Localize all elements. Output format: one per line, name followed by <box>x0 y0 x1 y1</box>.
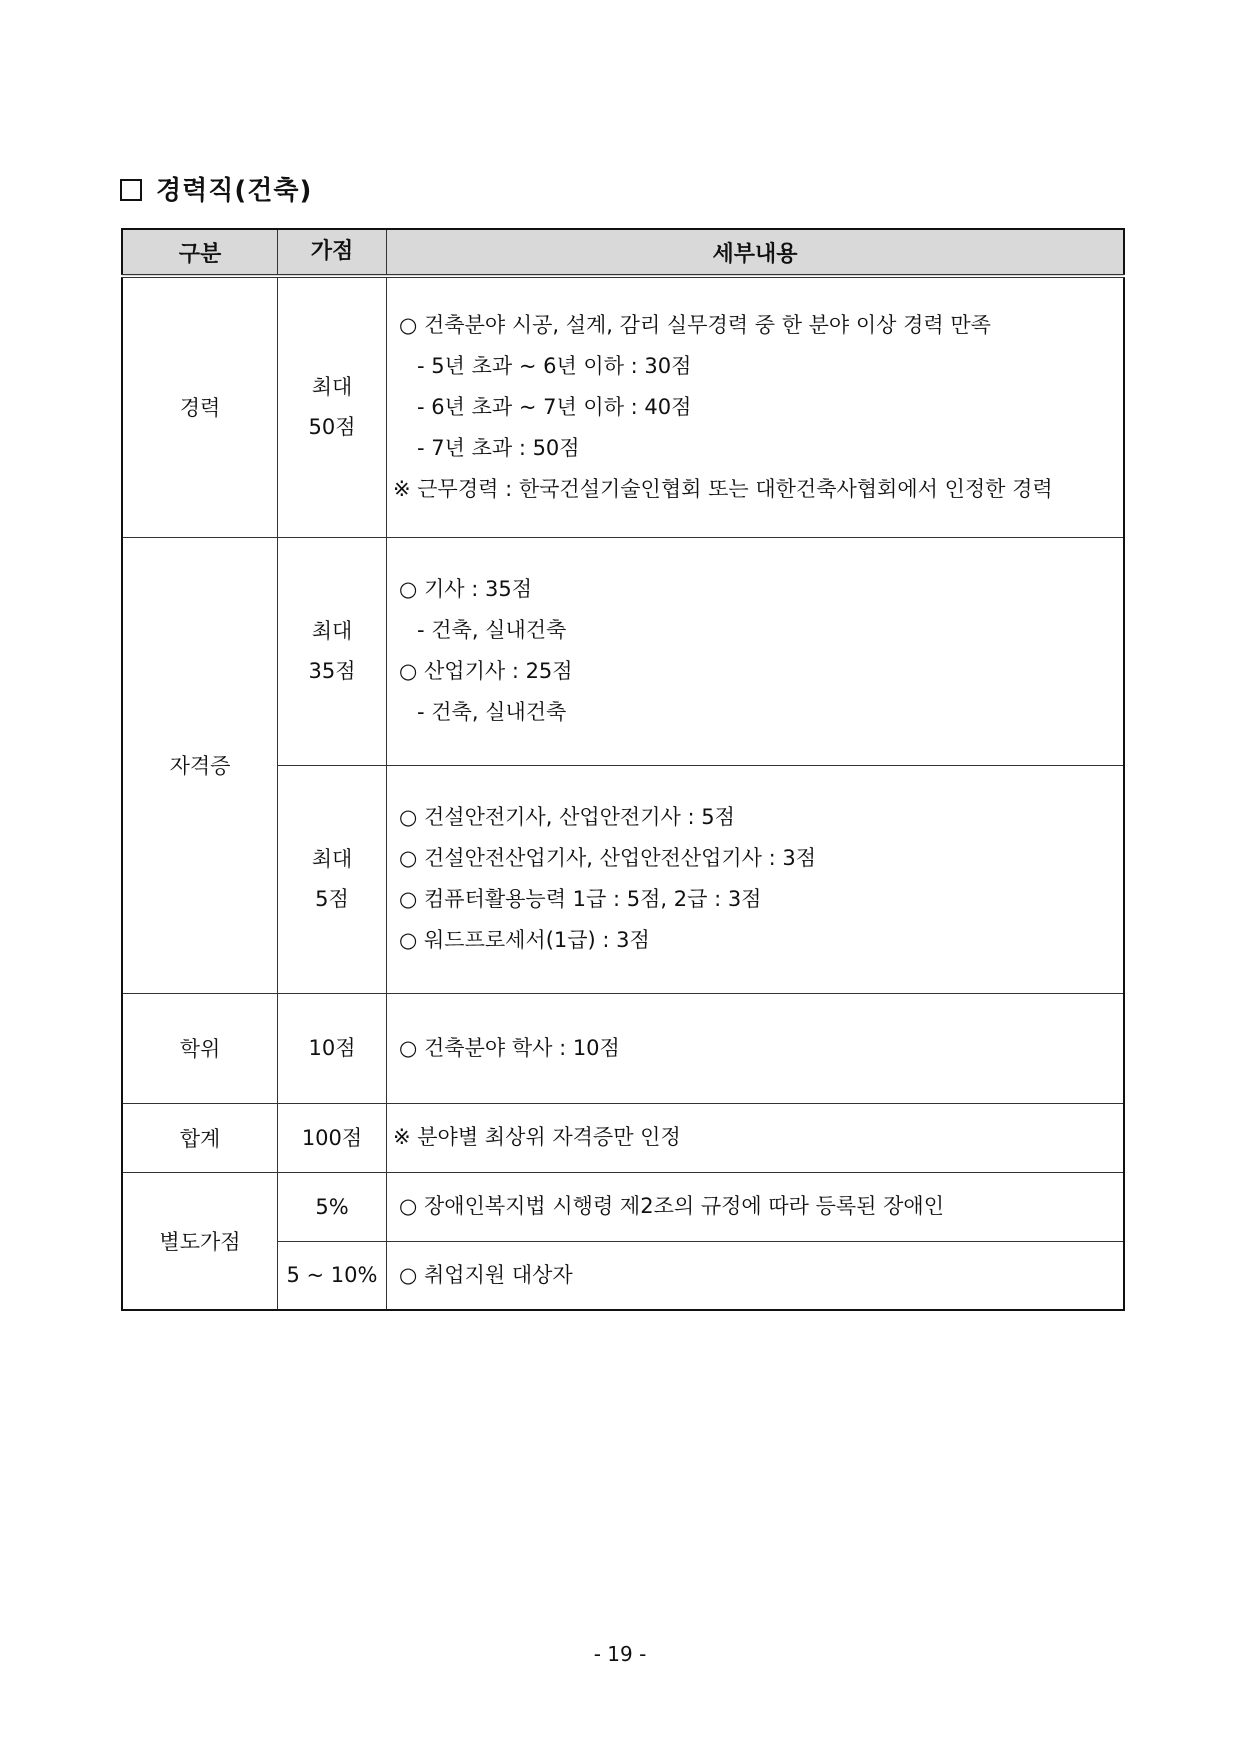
section-title: 경력직(건축) <box>156 176 313 206</box>
table-header-row <box>122 229 1124 276</box>
extra-score-1: 5% <box>278 1172 387 1241</box>
total-note: ※ 분야별 최상위 자격증만 인정 <box>393 1125 681 1149</box>
row-extra-1 <box>122 1172 1124 1241</box>
header-category: 구분 <box>122 229 278 276</box>
degree-details <box>387 993 1125 1103</box>
license-detail-sub: - 건축, 실내건축 <box>417 618 567 642</box>
license-detail-main: ○ 건설안전기사, 산업안전기사 : 5점 <box>399 805 735 829</box>
degree-detail: ○ 건축분야 학사 : 10점 <box>399 1035 620 1060</box>
license-category: 자격증 <box>122 537 278 993</box>
career-detail-note: ※ 근무경력 : 한국건설기술인협회 또는 대한건축사협회에서 인정한 경력 <box>393 476 1053 501</box>
license-score-1 <box>278 537 387 765</box>
license-score-2 <box>278 765 387 993</box>
row-degree <box>122 993 1124 1103</box>
row-license-1 <box>122 537 1124 765</box>
career-detail-sub: - 6년 초과 ~ 7년 이하 : 40점 <box>417 394 692 419</box>
page-number: - 19 - <box>593 1642 647 1666</box>
row-career <box>122 276 1124 537</box>
row-total <box>122 1103 1124 1172</box>
career-score-line-2: 50점 <box>308 415 356 440</box>
license-score-1-line-2: 35점 <box>308 659 356 683</box>
license-score-1-line-1: 최대 <box>311 619 353 643</box>
header-details: 세부내용 <box>387 229 1125 276</box>
total-details <box>387 1103 1125 1172</box>
license-details-1 <box>387 537 1125 765</box>
career-detail-sub: - 5년 초과 ~ 6년 이하 : 30점 <box>417 353 692 378</box>
extra-detail: ○ 취업지원 대상자 <box>399 1262 573 1287</box>
license-details-2 <box>387 765 1125 993</box>
total-category: 합계 <box>122 1103 278 1172</box>
license-detail-main: ○ 기사 : 35점 <box>399 577 533 601</box>
extra-detail: ○ 장애인복지법 시행령 제2조의 규정에 따라 등록된 장애인 <box>399 1194 944 1218</box>
license-detail-main: ○ 산업기사 : 25점 <box>399 659 573 683</box>
extra-category: 별도가점 <box>122 1172 278 1310</box>
scoring-table <box>121 228 1125 1311</box>
degree-category: 학위 <box>122 993 278 1103</box>
total-score: 100점 <box>278 1103 387 1172</box>
license-detail-main: ○ 워드프로세서(1급) : 3점 <box>399 928 650 952</box>
license-score-2-line-2: 5점 <box>315 887 349 911</box>
license-score-2-line-1: 최대 <box>311 847 353 871</box>
checkbox-square-icon <box>120 179 142 201</box>
extra-details-1 <box>387 1172 1125 1241</box>
license-detail-main: ○ 컴퓨터활용능력 1급 : 5점, 2급 : 3점 <box>399 887 762 911</box>
career-detail-sub: - 7년 초과 : 50점 <box>417 435 580 460</box>
career-score-line-1: 최대 <box>311 375 353 400</box>
license-detail-main: ○ 건설안전산업기사, 산업안전산업기사 : 3점 <box>399 846 816 870</box>
header-score: 가점 <box>278 229 387 276</box>
career-score <box>278 276 387 537</box>
page-heading <box>120 170 312 207</box>
career-details <box>387 276 1125 537</box>
degree-score: 10점 <box>278 993 387 1103</box>
license-detail-sub: - 건축, 실내건축 <box>417 700 567 724</box>
extra-score-2: 5 ~ 10% <box>278 1241 387 1310</box>
career-detail-main: ○ 건축분야 시공, 설계, 감리 실무경력 중 한 분야 이상 경력 만족 <box>399 312 991 337</box>
career-category: 경력 <box>122 276 278 537</box>
extra-details-2 <box>387 1241 1125 1310</box>
